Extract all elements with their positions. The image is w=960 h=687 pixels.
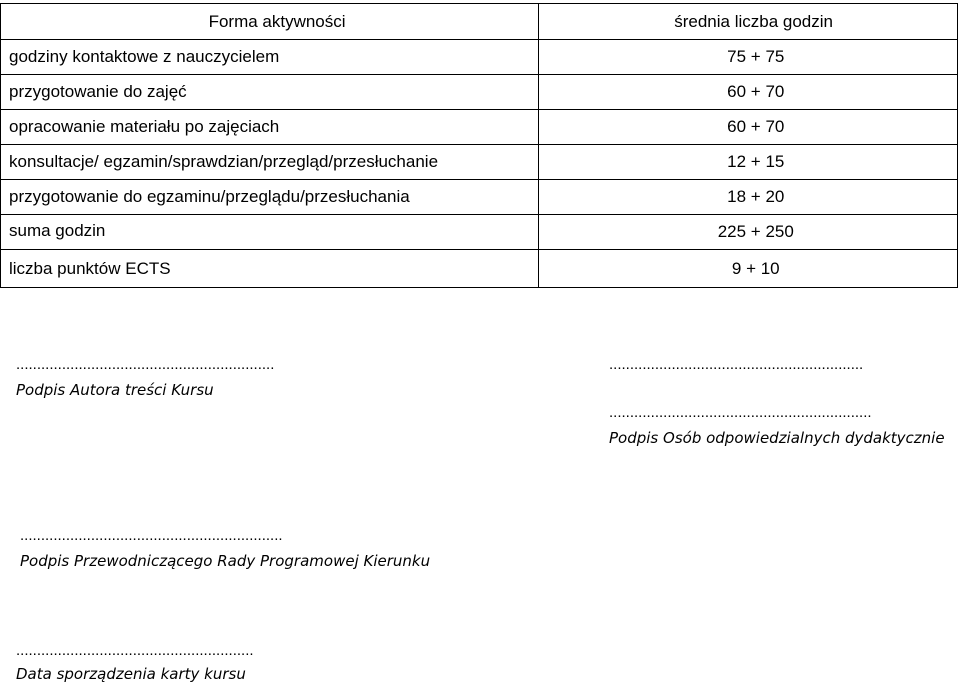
row-value: 18 + 20 <box>538 180 957 215</box>
row-label: przygotowanie do egzaminu/przeglądu/przesłuchania <box>1 180 539 215</box>
table-row <box>1 215 958 250</box>
chair-signature-label: Podpis Przewodniczącego Rady Programowej Kierunku <box>20 552 431 570</box>
row-label: godziny kontaktowe z nauczycielem <box>1 40 539 75</box>
table-row <box>1 110 958 145</box>
row-value: 75 + 75 <box>538 40 957 75</box>
table-row <box>1 40 958 75</box>
ects-workload-table <box>0 3 958 288</box>
author-signature-line: .............................................................. <box>16 356 275 373</box>
table-row <box>1 180 958 215</box>
date-label: Data sporządzenia karty kursu <box>16 665 246 683</box>
responsible-signature-label: Podpis Osób odpowiedzialnych dydaktycznie <box>609 429 945 447</box>
responsible-signature-line-2: ............................................................... <box>609 404 872 421</box>
table-row <box>1 250 958 288</box>
row-label: opracowanie materiału po zajęciach <box>1 110 539 145</box>
row-value: 12 + 15 <box>538 145 957 180</box>
row-label: konsultacje/ egzamin/sprawdzian/przegląd/przesłuchanie <box>1 145 539 180</box>
row-label: liczba punktów ECTS <box>1 250 539 288</box>
chair-signature-line: ............................................................... <box>20 527 283 544</box>
row-value: 60 + 70 <box>538 110 957 145</box>
row-label: przygotowanie do zajęć <box>1 75 539 110</box>
row-value: 60 + 70 <box>538 75 957 110</box>
header-average-hours: średnia liczba godzin <box>538 4 957 40</box>
table-header-row <box>1 4 958 40</box>
row-value: 225 + 250 <box>538 215 957 250</box>
author-signature-label: Podpis Autora treści Kursu <box>16 381 214 399</box>
header-activity-form: Forma aktywności <box>1 4 539 40</box>
row-value: 9 + 10 <box>538 250 957 288</box>
responsible-signature-line-1: ............................................................. <box>609 356 864 373</box>
row-label: suma godzin <box>1 215 539 250</box>
date-line: ......................................................... <box>16 642 254 659</box>
table-row <box>1 75 958 110</box>
table-row <box>1 145 958 180</box>
